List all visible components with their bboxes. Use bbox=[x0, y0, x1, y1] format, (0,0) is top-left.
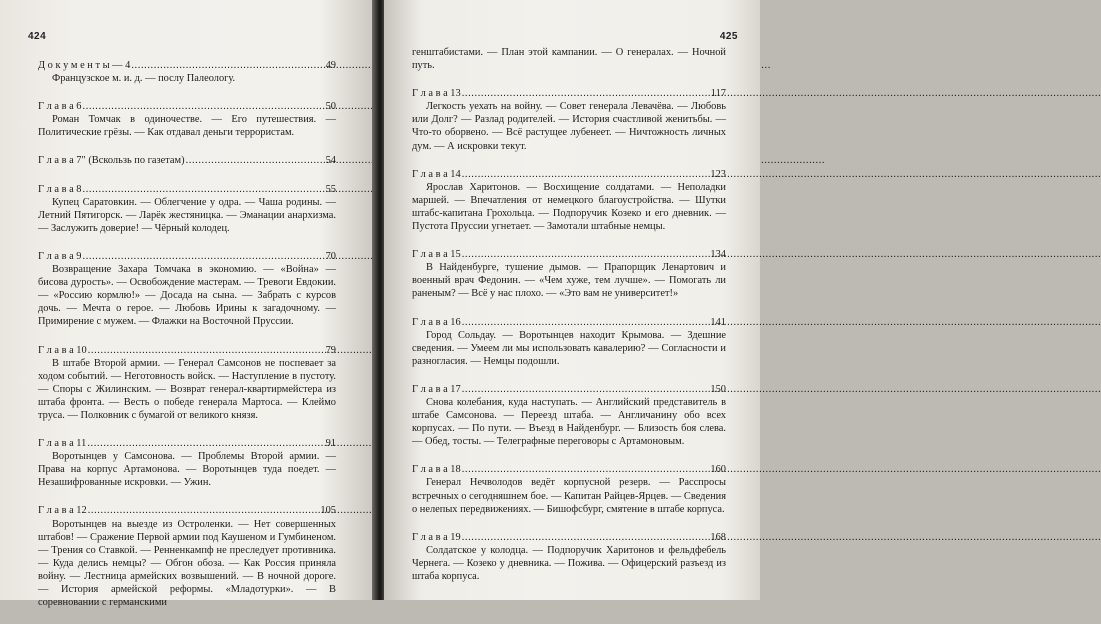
toc-column bbox=[38, 59, 336, 624]
toc-entry-heading bbox=[38, 437, 336, 450]
chapter-title: Г л а в а 11 bbox=[38, 438, 87, 450]
chapter-title: Г л а в а 13 bbox=[412, 88, 461, 100]
page-reference: 50 bbox=[325, 101, 336, 113]
chapter-title: Г л а в а 6 bbox=[38, 101, 82, 113]
page-reference: 55 bbox=[325, 183, 336, 195]
chapter-title: Г л а в а 17 bbox=[412, 383, 461, 395]
toc-entry bbox=[38, 100, 336, 139]
dot-leader bbox=[88, 504, 320, 517]
chapter-title: Г л а в а 8 bbox=[38, 183, 82, 195]
toc-entry bbox=[412, 531, 726, 583]
page-number: 425 bbox=[719, 31, 738, 42]
chapter-summary: Солдатское у колодца. — Подпоручик Харитонов и фельдфебель Чернега. — Козеко у дневника. — Пожива. — Офицерский разъезд из штаба корпуса. bbox=[412, 544, 726, 582]
page-reference: 141 bbox=[710, 316, 726, 328]
toc-entry bbox=[412, 248, 726, 300]
page-reference: 91 bbox=[325, 438, 336, 450]
dot-leader bbox=[131, 59, 324, 72]
toc-entry bbox=[38, 154, 336, 167]
chapter-summary: Генерал Нечволодов ведёт корпусной резерв. — Расспросы встречных о сегодняшнем бое. — Капитан Райцев-Ярцев. — Сведения о нелепых передвижениях. — Бишофсбург, смятение в штабе корпуса. bbox=[412, 477, 726, 515]
toc-entry bbox=[412, 87, 726, 152]
toc-entry-heading bbox=[412, 463, 726, 476]
dot-leader bbox=[462, 168, 710, 181]
dot-leader bbox=[462, 87, 710, 100]
toc-entry-heading bbox=[38, 100, 336, 113]
page-number: 424 bbox=[28, 31, 47, 42]
chapter-title: Г л а в а 19 bbox=[412, 531, 461, 543]
page-reference: 150 bbox=[710, 383, 726, 395]
toc-entry-heading bbox=[412, 383, 726, 396]
toc-entry bbox=[38, 437, 336, 489]
dot-leader bbox=[462, 316, 710, 329]
chapter-title: Г л а в а 15 bbox=[412, 249, 461, 261]
toc-entry-heading bbox=[38, 59, 336, 72]
chapter-summary: Французское м. и. д. — послу Палеологу. bbox=[52, 73, 236, 85]
page-reference: 117 bbox=[710, 88, 726, 100]
toc-entry-heading bbox=[412, 87, 726, 100]
toc-entry bbox=[412, 463, 726, 515]
chapter-summary: Ярослав Харитонов. — Восхищение солдатами. — Неполадки маршей. — Впечатления от немецкого благоустройства. — Шутки штабс-капитана Грохольца. — Подпоручик Козеко и его дневник. — Пустота Пруссии угнетает. — Замотали штабные немцы. bbox=[412, 181, 726, 233]
chapter-title: Г л а в а 12 bbox=[38, 505, 87, 517]
toc-entry-heading bbox=[38, 154, 336, 167]
dot-leader bbox=[83, 183, 325, 196]
page-reference: 160 bbox=[710, 464, 726, 476]
chapter-summary: Купец Саратовкин. — Облегчение у одра. — Чаша родины. — Летний Пятигорск. — Ларёк жестяницка. — Эманации анархизма. — Заслужить доверие! — Чёрный колодец. bbox=[38, 196, 336, 234]
toc-entry bbox=[412, 316, 726, 368]
toc-entry-heading bbox=[412, 531, 726, 544]
toc-entry bbox=[38, 344, 336, 423]
toc-entry bbox=[38, 183, 336, 235]
dot-leader bbox=[83, 100, 325, 113]
dot-leader bbox=[83, 250, 325, 263]
chapter-title: Г л а в а 7" (Вскользь по газетам) bbox=[38, 155, 185, 167]
chapter-summary: В Найденбурге, тушение дымов. — Прапорщик Ленартович и военный врач Федонин. — «Чем хуже, тем лучше». — Помогать ли раненым? — Всё у нас плохо. — «Это вам не университет!» bbox=[412, 262, 726, 300]
chapter-summary: Воротынцев у Самсонова. — Проблемы Второй армии. — Права на корпус Артамонова. — Воротынцев туда поедет. — Незашифрованные искровки. — Ужин. bbox=[38, 451, 336, 489]
dot-leader bbox=[186, 154, 325, 167]
toc-entry-heading bbox=[38, 504, 336, 517]
page-reference: 123 bbox=[710, 168, 726, 180]
chapter-title: Г л а в а 18 bbox=[412, 464, 461, 476]
chapter-title: Г л а в а 14 bbox=[412, 168, 461, 180]
chapter-title: Д о к у м е н т ы — 4 bbox=[38, 60, 131, 71]
toc-entry-heading bbox=[412, 168, 726, 181]
toc-entry-heading bbox=[38, 250, 336, 263]
toc-entry-heading bbox=[412, 248, 726, 261]
chapter-summary: Легкость уехать на войну. — Совет генерала Левачёва. — Любовь или Долг? — Разлад родителей. — История счастливой женитьбы. — Что-то оборвено. — Всё растущее лубенеет. — Ничтожность личных дум. — А искровки текут. bbox=[412, 101, 726, 152]
page-reference: 49 bbox=[325, 60, 336, 71]
chapter-title: Г л а в а 9 bbox=[38, 250, 82, 262]
right-page bbox=[384, 0, 760, 600]
toc-entry-heading bbox=[412, 316, 726, 329]
dot-leader bbox=[462, 531, 710, 544]
chapter-summary: Воротынцев на выезде из Остроленки. — Нет совершенных штабов! — Сражение Первой армии под Каушеном и Гумбиненом. — Трения со Ставкой. — Ренненкампф не преследует противника. — Куда делись немцы? — Обгон обоза. — Как Россия приняла войну. — Лестница армейских возвышений. — В ночной дороге. — История армейской реформы. «Младотурки». — В соревновании с германскими bbox=[38, 518, 336, 609]
dot-leader bbox=[88, 344, 325, 357]
page-reference: 54 bbox=[325, 155, 336, 167]
continued-text: генштабистами. — План этой кампании. — О генералах. — Ночной путь. bbox=[412, 47, 726, 72]
chapter-summary: Снова колебания, куда наступать. — Английский представитель в штабе Самсонова. — Переезд штаба. — Англичанину обо всех корпусах. — По пути. — Въезд в Найденбург. — Близость боя слева. — Обед, тосты. — Телеграфные переговоры с Артамоновым. bbox=[412, 396, 726, 448]
chapter-summary: Город Сольдау. — Воротынцев находит Крымова. — Здешние сведения. — Умеем ли мы использовать кавалерию? — Согласности и разногласия. — Немцы подошли. bbox=[412, 329, 726, 367]
dot-leader bbox=[87, 437, 324, 450]
page-reference: 105 bbox=[320, 505, 336, 517]
toc-entry bbox=[38, 504, 336, 609]
toc-entry bbox=[412, 383, 726, 448]
chapter-title: Г л а в а 10 bbox=[38, 344, 87, 356]
page-reference: 70 bbox=[325, 250, 336, 262]
toc-entry bbox=[38, 59, 336, 85]
dot-leader bbox=[462, 248, 710, 261]
chapter-summary: Роман Томчак в одиночестве. — Его путешествия. — Политические грёзы. — Как отдавал деньги террористам. bbox=[38, 114, 336, 139]
chapter-title: Г л а в а 16 bbox=[412, 316, 461, 328]
toc-entry bbox=[38, 250, 336, 329]
toc-column bbox=[412, 46, 726, 598]
page-reference: 134 bbox=[710, 249, 726, 261]
dot-leader bbox=[462, 463, 710, 476]
page-reference: 79 bbox=[325, 344, 336, 356]
toc-entry-heading bbox=[38, 344, 336, 357]
chapter-summary: Возвращение Захара Томчака в экономию. — «Война» — бисова дурость». — Освобождение мастерам. — Тревоги Евдокии. — «Россию кормлю!» — Досада на сына. — Забрать с курсов дочь. — Мечта о герое. — Любовь Ирины к загадочному. — Примирение с мужем. — Флажки на Восточной Пруссии. bbox=[38, 264, 336, 328]
toc-entry bbox=[412, 168, 726, 233]
chapter-summary: В штабе Второй армии. — Генерал Самсонов не поспевает за ходом событий. — Неготовность войск. — Наступление в пустоту. — Споры с Жилинским. — Возврат генерал-квартирмейстера из штаба фронта. — Весть о победе генерала Мартоса. — Клеймо труса. — Полковник с бумагой от великого князя. bbox=[38, 357, 336, 421]
page-reference: 168 bbox=[710, 531, 726, 543]
dot-leader bbox=[462, 383, 710, 396]
left-page bbox=[0, 0, 376, 609]
toc-entry-heading bbox=[38, 183, 336, 196]
